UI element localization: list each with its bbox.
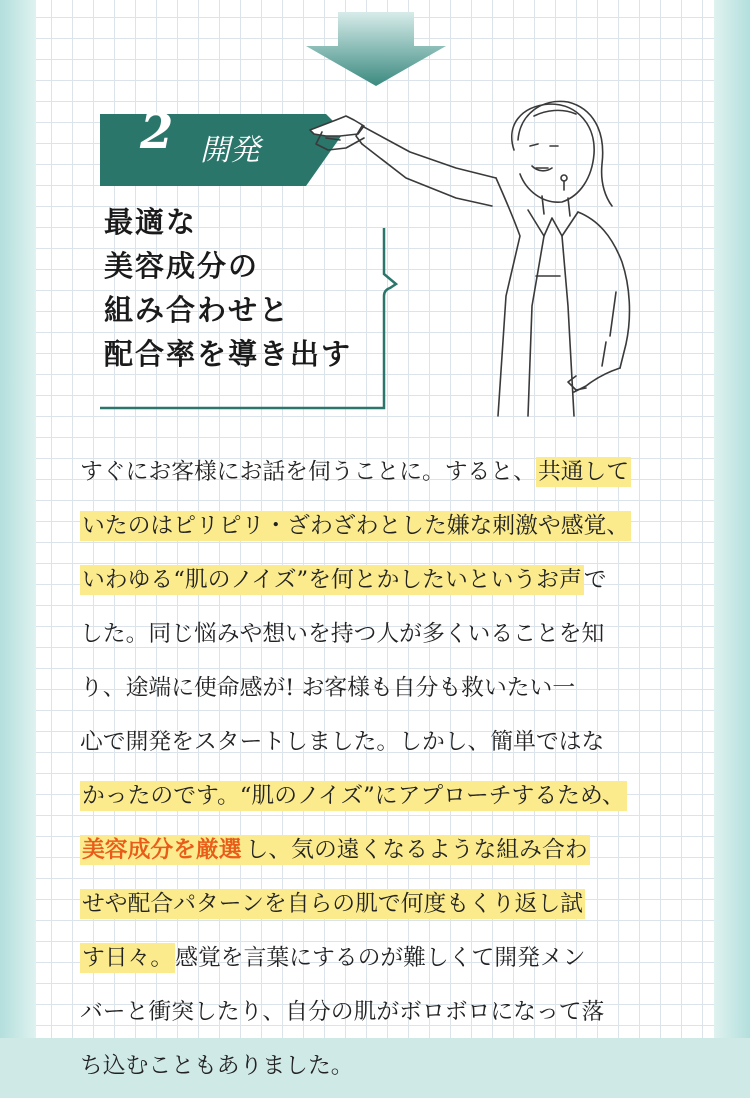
text-row xyxy=(80,504,700,558)
text-run: 感覚を言葉にするのが難しくて開発メン xyxy=(175,945,586,971)
grid-paper-panel xyxy=(36,0,714,1079)
text-row xyxy=(80,720,700,774)
text-run: 心で開発をスタートしました。しかし、簡単ではな xyxy=(80,729,605,755)
text-run: バーと衝突したり、自分の肌がボロボロになって落 xyxy=(80,999,605,1025)
headline-line: 最適な xyxy=(104,205,198,239)
highlighted-text: せや配合パターンを自らの肌で何度もくり返し試 xyxy=(82,891,584,917)
text-row xyxy=(80,1044,700,1098)
text-row xyxy=(80,558,700,612)
highlighted-text: 共通して xyxy=(537,459,630,485)
text-row xyxy=(80,828,700,882)
highlighted-text: いたのはピリピリ・ざわざわとした嫌な刺激や感覚、 xyxy=(82,513,630,539)
section-label: 開発 xyxy=(200,133,260,168)
headline-line: 組み合わせと xyxy=(104,293,291,327)
highlighted-text: す日々。 xyxy=(82,945,174,971)
text-run: すぐにお客様にお話を伺うことに。すると、 xyxy=(80,459,536,485)
woman-pointing-illustration xyxy=(306,86,636,416)
text-run: した。同じ悩みや想いを持つ人が多くいることを知 xyxy=(80,621,605,647)
body-text xyxy=(80,450,700,1098)
highlighted-text: し、気の遠くなるような組み合わ xyxy=(245,837,588,863)
headline-line: 美容成分の xyxy=(104,249,260,283)
down-arrow-icon xyxy=(306,12,446,86)
section-number: 2 xyxy=(140,104,174,160)
headline-line: 配合率を導き出す xyxy=(104,337,353,371)
text-row xyxy=(80,882,700,936)
text-row xyxy=(80,612,700,666)
text-row xyxy=(80,774,700,828)
text-row xyxy=(80,936,700,990)
highlighted-text: かったのです。“肌のノイズ”にアプローチするため、 xyxy=(82,783,625,809)
left-border-gradient xyxy=(0,0,36,1038)
text-run: り、途端に使命感が! お客様も自分も救いたい一 xyxy=(80,675,576,701)
emphasis-text: 美容成分を厳選 xyxy=(82,837,242,863)
text-row xyxy=(80,990,700,1044)
right-border-gradient xyxy=(714,0,750,1038)
text-row xyxy=(80,450,700,504)
highlighted-text: いわゆる“肌のノイズ”を何とかしたいというお声 xyxy=(82,567,582,593)
text-row xyxy=(80,666,700,720)
text-run: ち込むこともありました。 xyxy=(80,1053,354,1079)
text-run: で xyxy=(583,567,607,593)
